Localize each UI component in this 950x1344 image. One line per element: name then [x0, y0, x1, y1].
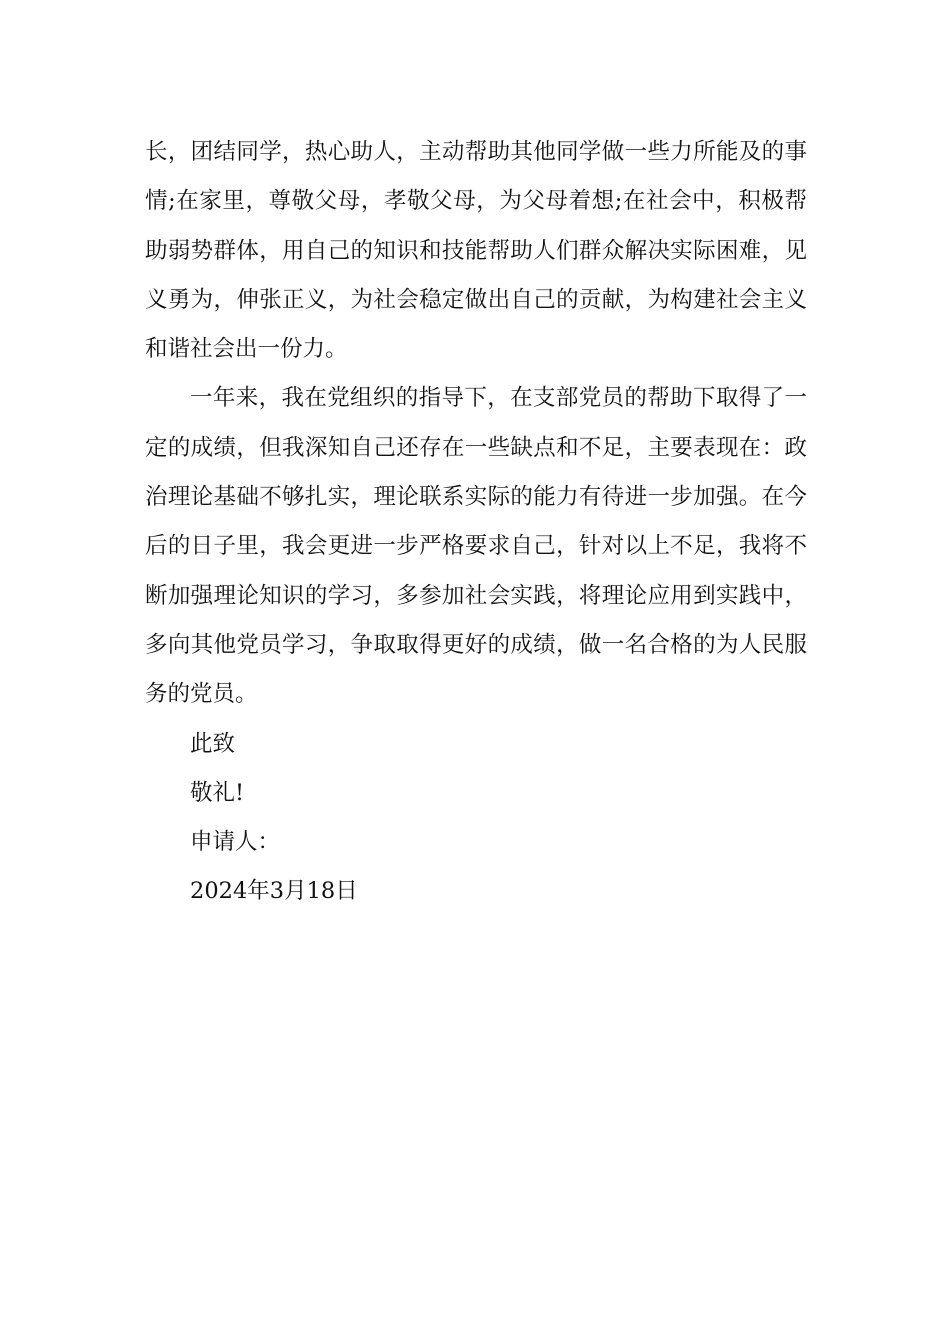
closing-respect: 敬礼! [190, 779, 245, 806]
letter-date: 2024年3月18日 [190, 878, 358, 905]
paragraph-continuation: 长，团结同学，热心助人，主动帮助其他同学做一些力所能及的事情;在家里，尊敬父母，孝敬父母，为父母着想;在社会中，积极帮助弱势群体，用自己的知识和技能帮助人们群众解决实际困难，见义勇为，伸张正义，为社会稳定做出自己的贡献，为构建社会主义和谐社会出一份力。 [145, 139, 807, 363]
paragraph-summary: 一年来，我在党组织的指导下，在支部党员的帮助下取得了一定的成绩，但我深知自己还存在一些缺点和不足，主要表现在：政治理论基础不够扎实，理论联系实际的能力有待进一步加强。在今后的日子里，我会更进一步严格要求自己，针对以上不足，我将不断加强理论知识的学习，多参加社会实践，将理论应用到实践中，多向其他党员学习，争取取得更好的成绩，做一名合格的为人民服务的党员。 [145, 385, 807, 708]
closing-salutation: 此致 [190, 730, 236, 757]
applicant-label: 申请人： [190, 829, 281, 856]
letter-body [145, 128, 807, 917]
